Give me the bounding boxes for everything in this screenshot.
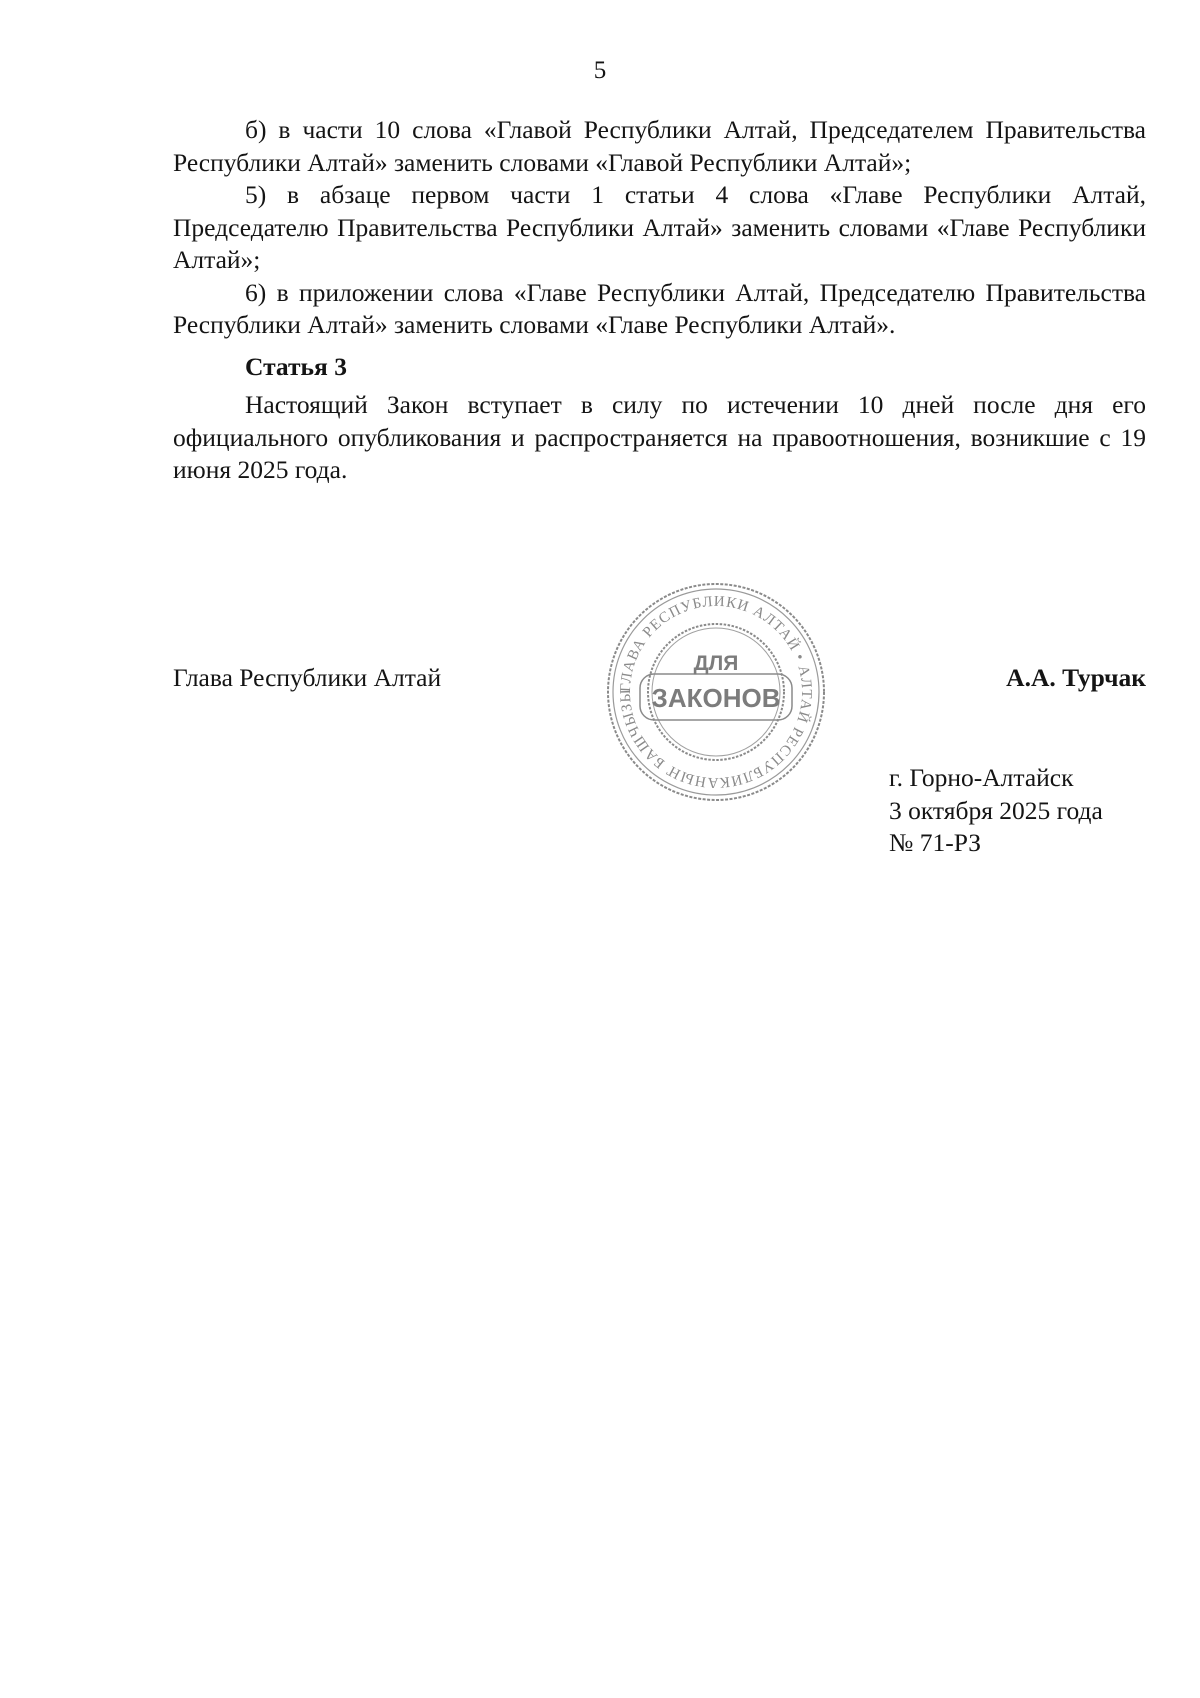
paragraph-b: б) в части 10 слова «Главой Республики Алтай, Председателем Правительства Республики Алтай» заменить словами «Главой Республики Алтай»; [173,115,1146,177]
article-3-text: Настоящий Закон вступает в силу по истечении 10 дней после дня его официального опубликования и распространяется на правоотношения, возникшие с 19 июня 2025 года. [173,390,1146,484]
article-3-heading: Статья 3 [245,351,347,381]
seal-center-bottom: ЗАКОНОВ [651,683,781,713]
seal-outer-text: ГЛАВА РЕСПУБЛИКИ АЛТАЙ • АЛТАЙ РЕСПУБЛИКАНЫҤ БАШЧЫЗЫ [617,593,815,791]
issue-details [889,762,1103,860]
signatory-name: А.А. Турчак [1006,663,1146,692]
page-number: 5 [593,57,607,84]
official-seal [601,577,831,807]
law-number: № 71-РЗ [889,828,981,857]
paragraph-5: 5) в абзаце первом части 1 статьи 4 слова «Главе Республики Алтай, Председателю Правительства Республики Алтай» заменить словами «Главе Республики Алтай»; [173,180,1146,274]
issue-place: г. Горно-Алтайск [889,763,1074,792]
seal-center-top: ДЛЯ [693,652,739,675]
issue-date: 3 октября 2025 года [889,795,1103,825]
paragraph-6: 6) в приложении слова «Главе Республики Алтай, Председателю Правительства Республики Алтай» заменить словами «Главе Республики Алтай». [173,277,1146,339]
document-body [173,114,1146,487]
signatory-position: Глава Республики Алтай [173,663,442,692]
